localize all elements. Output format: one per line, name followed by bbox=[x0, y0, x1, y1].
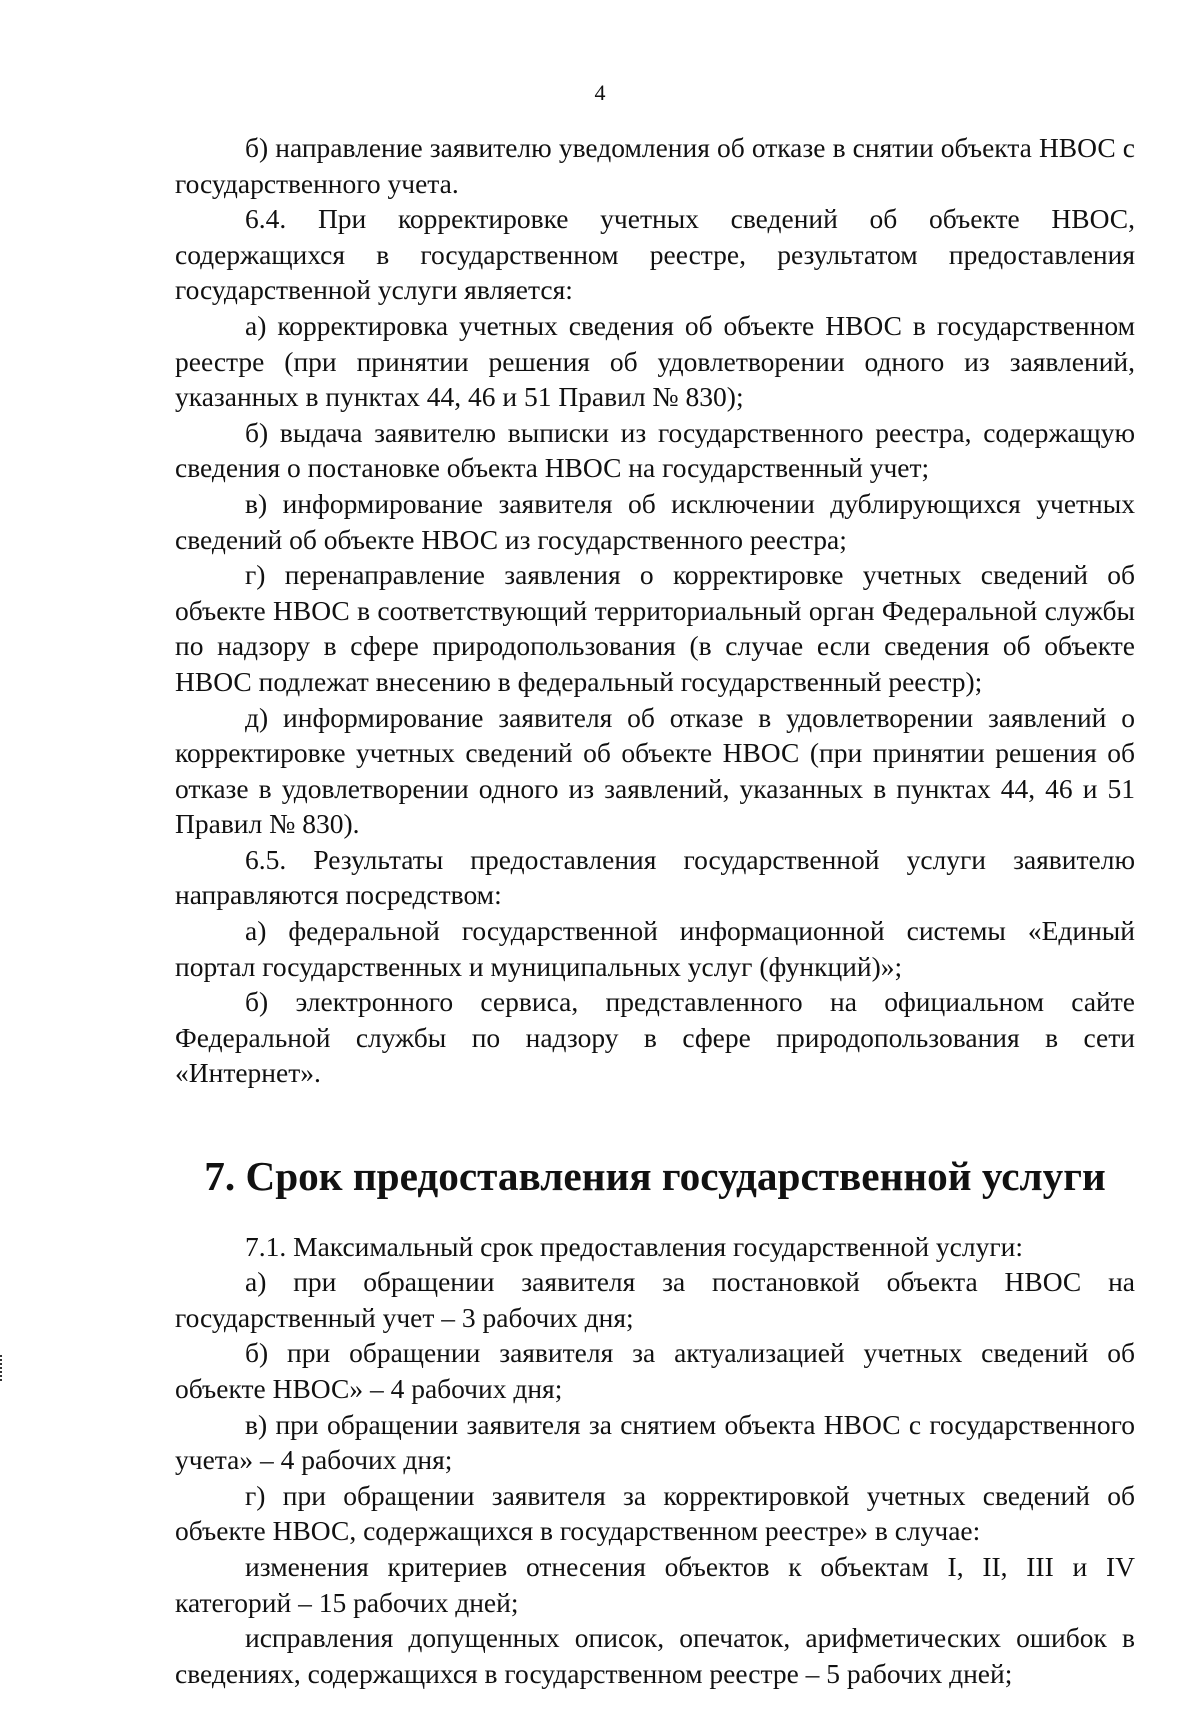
paragraph: б) электронного сервиса, представленного на официальном сайте Федеральной службы по надзору в сфере природопользования в сети «Интернет». bbox=[175, 986, 1135, 1089]
paragraph: 6.4. При корректировке учетных сведений об объекте НВОС, содержащихся в государственном реестре, результатом предоставления государственной услуги является: bbox=[175, 203, 1135, 306]
paragraph: г) перенаправление заявления о корректировке учетных сведений об объекте НВОС в соответствующий территориальный орган Федеральной службы по надзору в сфере природопользования (в случае если сведения об объекте НВОС подлежат внесению в федеральный государственный реестр); bbox=[175, 559, 1135, 697]
paragraph: а) федеральной государственной информационной системы «Единый портал государственных и муниципальных услуг (функций)»; bbox=[175, 915, 1135, 982]
paragraph: а) при обращении заявителя за постановкой объекта НВОС на государственный учет – 3 рабочих дня; bbox=[175, 1266, 1135, 1333]
paragraph: б) при обращении заявителя за актуализацией учетных сведений об объекте НВОС» – 4 рабочих дня; bbox=[175, 1337, 1135, 1404]
paragraph: г) при обращении заявителя за корректировкой учетных сведений об объекте НВОС, содержащихся в государственном реестре» в случае: bbox=[175, 1479, 1135, 1547]
scan-edge-mark bbox=[0, 1355, 6, 1381]
paragraph: 6.5. Результаты предоставления государственной услуги заявителю направляются посредством: bbox=[175, 843, 1135, 911]
paragraph: 7.1. Максимальный срок предоставления государственной услуги: bbox=[245, 1230, 1023, 1262]
paragraph: в) при обращении заявителя за снятием объекта НВОС с государственного учета» – 4 рабочих дня; bbox=[175, 1408, 1135, 1476]
document-body bbox=[175, 130, 1135, 1691]
paragraph: б) направление заявителю уведомления об отказе в снятии объекта НВОС с государственного учета. bbox=[175, 132, 1135, 199]
paragraph: изменения критериев отнесения объектов к объектам I, II, III и IV категорий – 15 рабочих дней; bbox=[175, 1550, 1135, 1618]
page-number: 4 bbox=[594, 80, 606, 105]
paragraph: исправления допущенных описок, опечаток, арифметических ошибок в сведениях, содержащихся в государственном реестре – 5 рабочих дней; bbox=[175, 1622, 1135, 1689]
paragraph: б) выдача заявителю выписки из государственного реестра, содержащую сведения о постановке объекта НВОС на государственный учет; bbox=[175, 416, 1135, 484]
paragraph: в) информирование заявителя об исключении дублирующихся учетных сведений об объекте НВОС из государственного реестра; bbox=[175, 487, 1135, 555]
paragraph: а) корректировка учетных сведения об объекте НВОС в государственном реестре (при принятии решения об удовлетворении одного из заявлений, указанных в пунктах 44, 46 и 51 Правил № 830); bbox=[175, 309, 1135, 413]
paragraph: д) информирование заявителя об отказе в удовлетворении заявлений о корректировке учетных сведений об объекте НВОС (при принятии решения об отказе в удовлетворении одного из заявлений, указанных в пунктах 44, 46 и 51 Правил № 830). bbox=[175, 701, 1135, 840]
section-heading: 7. Срок предоставления государственной услуги bbox=[204, 1153, 1106, 1200]
